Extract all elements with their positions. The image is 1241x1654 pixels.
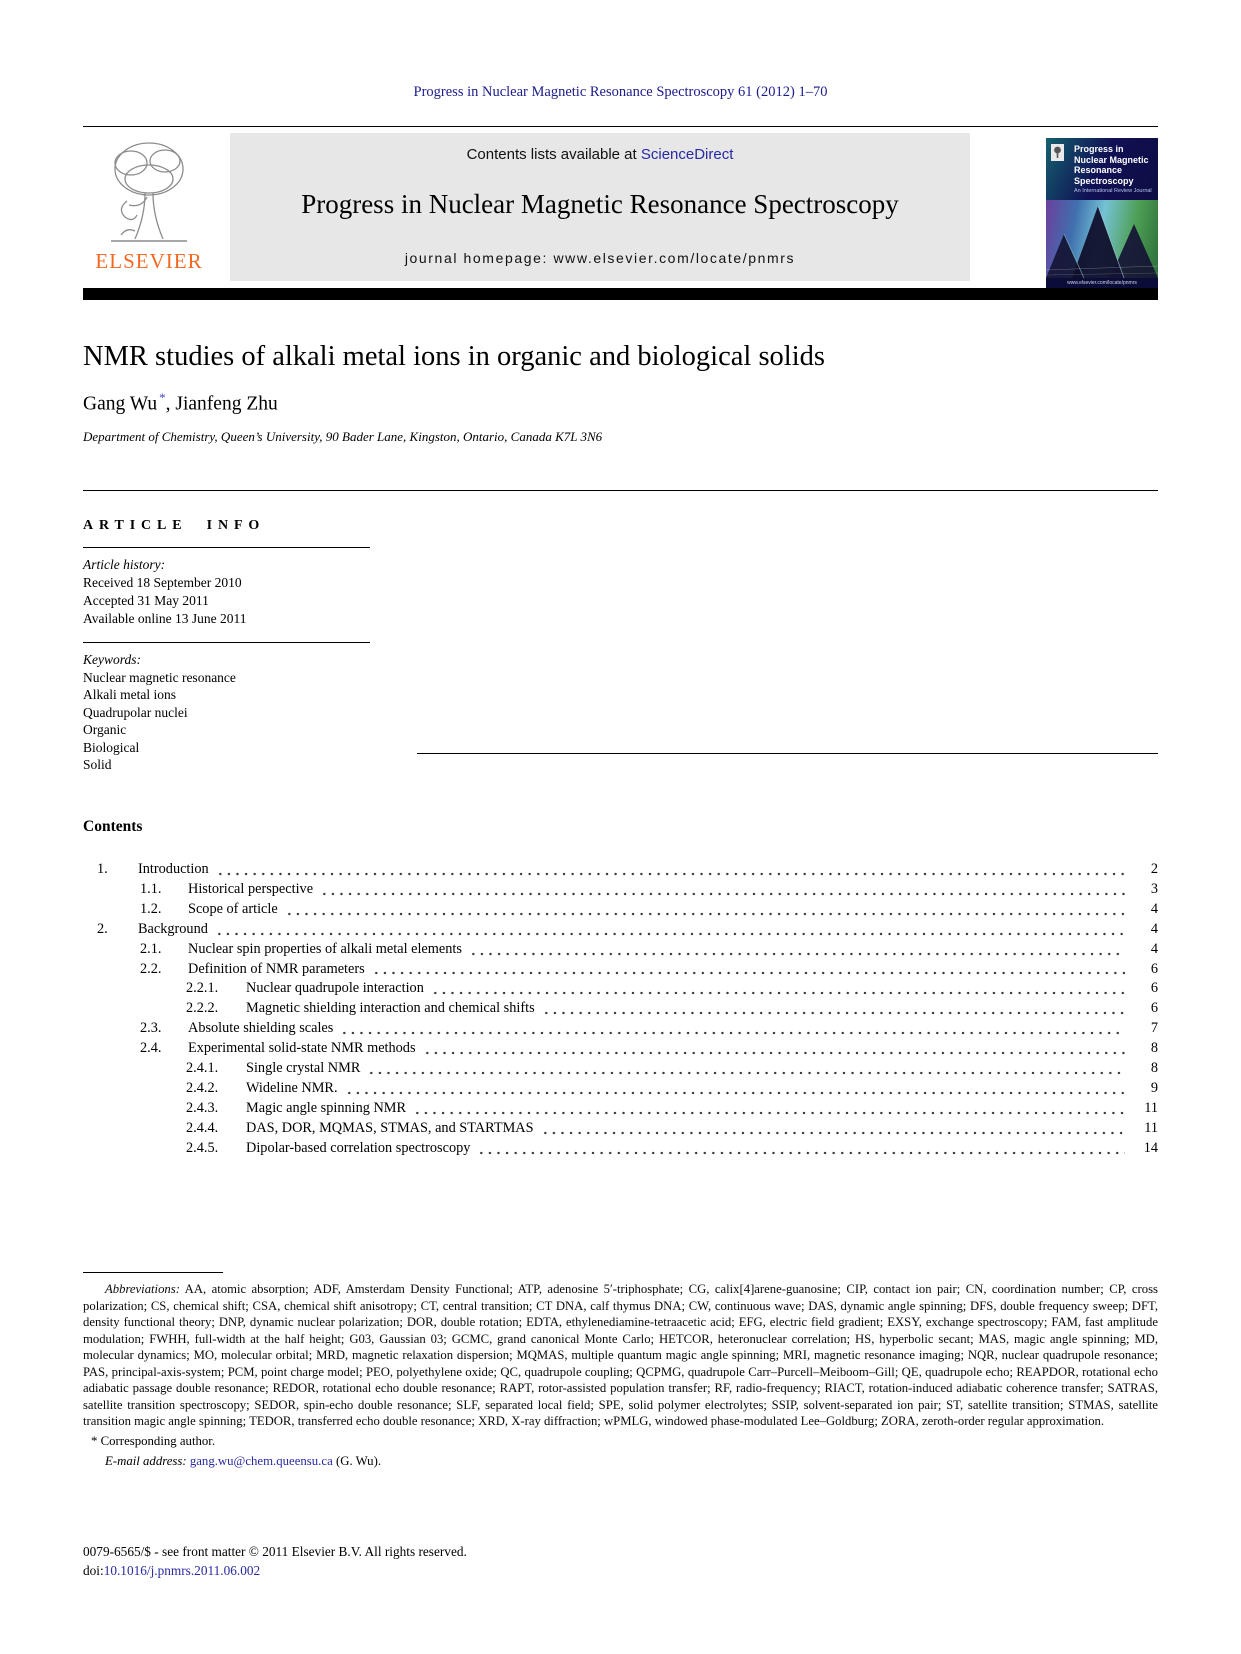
toc-page-number: 6 bbox=[1150, 1000, 1158, 1017]
toc-page-number: 3 bbox=[1150, 880, 1158, 897]
toc-leader bbox=[477, 1139, 1125, 1155]
toc-entry[interactable] bbox=[83, 960, 1158, 980]
text-line: Received 18 September 2010 bbox=[83, 575, 242, 590]
toc-number: 2.4.2. bbox=[186, 1079, 219, 1096]
toc-leader bbox=[345, 1079, 1125, 1095]
text-line: Progress in bbox=[1074, 144, 1124, 154]
toc-number: 2.2.1. bbox=[186, 980, 219, 997]
toc-number: 1.2. bbox=[140, 900, 162, 917]
toc-entry[interactable] bbox=[83, 1139, 1158, 1159]
availability-text: Contents lists available at bbox=[466, 146, 641, 163]
toc-entry[interactable] bbox=[83, 1119, 1158, 1139]
cover-subtitle: An International Review Journal bbox=[1074, 188, 1152, 194]
toc-page-number: 14 bbox=[1143, 1139, 1158, 1156]
toc-entry[interactable] bbox=[83, 1039, 1158, 1059]
toc-leader bbox=[340, 1019, 1125, 1035]
toc-number: 1.1. bbox=[140, 880, 162, 897]
article-info-heading: ARTICLE INFO bbox=[83, 518, 266, 533]
corresponding-author-text: Corresponding author. bbox=[100, 1433, 216, 1448]
toc-leader bbox=[367, 1059, 1125, 1075]
text-line: Quadrupolar nuclei bbox=[83, 704, 188, 720]
toc-entry[interactable] bbox=[83, 920, 1158, 940]
title-bottom-rule bbox=[83, 490, 1158, 491]
toc-page-number: 6 bbox=[1150, 960, 1158, 977]
toc-leader bbox=[372, 960, 1125, 976]
footnote-rule bbox=[83, 1272, 223, 1273]
divider-bar bbox=[83, 288, 1158, 300]
toc-entry[interactable] bbox=[83, 999, 1158, 1019]
toc-page-number: 4 bbox=[1150, 900, 1158, 917]
abbreviations-paragraph bbox=[83, 1281, 1158, 1430]
footnote-star-icon: * bbox=[91, 1433, 98, 1448]
toc-page-number: 9 bbox=[1150, 1079, 1158, 1096]
toc-leader bbox=[215, 920, 1125, 936]
toc-label: Background bbox=[138, 920, 208, 937]
toc-number: 2.3. bbox=[140, 1020, 162, 1037]
elsevier-tree-icon bbox=[97, 135, 201, 247]
text-line: Nuclear magnetic resonance bbox=[83, 670, 236, 685]
text-line: Spectroscopy bbox=[1074, 175, 1134, 186]
toc-leader bbox=[423, 1039, 1125, 1055]
toc-number: 2.4.4. bbox=[186, 1119, 219, 1136]
page-footer bbox=[83, 1543, 1158, 1580]
toc-leader bbox=[469, 940, 1125, 956]
toc-label: Nuclear spin properties of alkali metal elements bbox=[188, 940, 462, 957]
toc-entry[interactable] bbox=[83, 900, 1158, 920]
toc-leader bbox=[413, 1099, 1125, 1115]
text-line: Biological bbox=[83, 739, 140, 755]
text-line: Resonance bbox=[1074, 165, 1123, 175]
author-name: Gang Wu bbox=[83, 393, 158, 415]
journal-title: Progress in Nuclear Magnetic Resonance Spectroscopy bbox=[301, 189, 899, 219]
toc-leader bbox=[542, 999, 1125, 1015]
toc-label: Magic angle spinning NMR bbox=[246, 1099, 407, 1116]
article-title: NMR studies of alkali metal ions in organic and biological solids bbox=[83, 341, 825, 372]
contents-heading: Contents bbox=[83, 818, 143, 835]
elsevier-logo bbox=[83, 135, 215, 281]
sciencedirect-link[interactable]: ScienceDirect bbox=[640, 146, 734, 163]
toc-label: Definition of NMR parameters bbox=[188, 960, 365, 977]
toc-list bbox=[83, 860, 1158, 1159]
toc-page-number: 2 bbox=[1150, 861, 1158, 877]
toc-entry[interactable] bbox=[83, 1099, 1158, 1119]
toc-number: 2.4.5. bbox=[186, 1139, 219, 1156]
page-citation: Progress in Nuclear Magnetic Resonance Spectroscopy 61 (2012) 1–70 bbox=[413, 84, 828, 100]
journal-cover-thumbnail[interactable] bbox=[1046, 138, 1158, 288]
journal-header-box bbox=[230, 133, 970, 281]
toc-label: Introduction bbox=[138, 861, 209, 877]
cover-mini-logo bbox=[1051, 144, 1064, 161]
doi-label: doi: bbox=[83, 1562, 104, 1578]
toc-page-number: 11 bbox=[1144, 1099, 1158, 1116]
toc-entry[interactable] bbox=[83, 880, 1158, 900]
toc-entry[interactable] bbox=[83, 940, 1158, 960]
contents-section bbox=[83, 818, 1158, 1159]
toc-leader bbox=[431, 979, 1125, 995]
toc-page-number: 8 bbox=[1150, 1060, 1158, 1077]
email-label: E-mail address: bbox=[105, 1453, 187, 1468]
toc-number: 2.1. bbox=[140, 940, 162, 957]
journal-banner bbox=[83, 133, 1158, 286]
corresponding-author-star[interactable]: * bbox=[159, 390, 166, 405]
info-rule bbox=[83, 642, 370, 643]
toc-label: Dipolar-based correlation spectroscopy bbox=[246, 1139, 471, 1156]
journal-homepage-link[interactable]: journal homepage: www.elsevier.com/locate/pnmrs bbox=[404, 250, 796, 266]
elsevier-wordmark: ELSEVIER bbox=[95, 249, 203, 273]
toc-page-number: 7 bbox=[1150, 1020, 1158, 1037]
toc-leader bbox=[216, 860, 1125, 876]
toc-leader bbox=[285, 900, 1125, 916]
toc-entry[interactable] bbox=[83, 979, 1158, 999]
toc-page-number: 4 bbox=[1150, 920, 1158, 937]
author-line bbox=[83, 390, 1158, 416]
keywords-list bbox=[83, 669, 370, 773]
toc-entry[interactable] bbox=[83, 1059, 1158, 1079]
abstract-bottom-rule bbox=[417, 753, 1158, 754]
toc-number: 1. bbox=[97, 861, 108, 877]
toc-label: Nuclear quadrupole interaction bbox=[246, 980, 424, 997]
toc-label: Historical perspective bbox=[188, 880, 314, 897]
article-info-column bbox=[83, 518, 370, 773]
affiliation: Department of Chemistry, Queen’s University, 90 Bader Lane, Kingston, Ontario, Canada K7L 3N6 bbox=[83, 428, 603, 444]
doi-link[interactable]: 10.1016/j.pnmrs.2011.06.002 bbox=[103, 1562, 261, 1578]
author-name: , Jianfeng Zhu bbox=[165, 393, 278, 415]
text-line: Solid bbox=[83, 757, 112, 773]
toc-entry[interactable] bbox=[83, 1019, 1158, 1039]
keywords-label: Keywords: bbox=[83, 652, 141, 667]
text-line: Alkali metal ions bbox=[83, 687, 176, 703]
toc-label: Magnetic shielding interaction and chemical shifts bbox=[246, 1000, 535, 1017]
toc-number: 2.4.1. bbox=[186, 1060, 219, 1077]
article-title-block bbox=[83, 341, 1158, 445]
toc-label: DAS, DOR, MQMAS, STMAS, and STARTMAS bbox=[246, 1119, 534, 1136]
toc-number: 2.2. bbox=[140, 960, 162, 977]
corresponding-author-note bbox=[83, 1433, 1158, 1450]
abbreviations-text: AA, atomic absorption; ADF, Amsterdam Density Functional; ATP, adenosine 5′-triphosphate; CG, calix[4]arene-guanosine; CIP, contact ion pair; CN, coordination number; CP, cross polarization; CS, chemical shift; CSA, chemical shift anisotropy; CT, central transition; CT DNA, calf thymus DNA; CW, continuous wave; DAS, dynamic angle spinning; DFS, double frequency sweep; DFT, density functional theory; DNP, dynamic nuclear polarization; DOR, double rotation; EDTA, ethylenediamine-tetraacetic acid; EFG, electric field gradient; EXSY, exchange spectroscopy; FAM, fast amplitude modulation; FWHH, full-width at the half height; G03, Gaussian 03; GCMC, grand canonical Monte Carlo; HETCOR, heteronuclear correlation; HS, hyperbolic secant; MAS, magic angle spinning; MD, molecular dynamics; MO, molecular orbital; MRD, magnetic relaxation dispersion; MQMAS, multiple quantum magic angle spinning; MRI, magnetic resonance imaging; NQR, nuclear quadrupole resonance; PAS, principal-axis-system; PCM, point charge model; PEO, polyethylene oxide; QC, quadrupole coupling; QCPMG, quadrupole Carr–Purcell–Meiboom–Gill; QE, quadrupole echo; REAPDOR, rotational echo adiabatic passage double resonance; REDOR, rotational echo double resonance; RAPT, rotor-assisted population transfer; RF, radio-frequency; RIACT, rotation-induced adiabatic coherence transfer; SATRAS, satellite transition spectroscopy; SEDOR, spin-echo double resonance; SLF, separated local field; SPE, solid polymer electrolytes; SSIP, solvent-separated ion pair; ST, satellite transition; STMAS, satellite transition magic angle spinning; TEDOR, transferred echo double resonance; XRD, X-ray diffraction; wPMLG, windowed phase-modulated Lee–Goldburg; ZORA, zeroth-order regular approximation. bbox=[83, 1282, 1158, 1428]
toc-label: Scope of article bbox=[188, 900, 278, 917]
cover-header bbox=[1046, 138, 1158, 196]
abbreviations-label: Abbreviations: bbox=[105, 1282, 180, 1296]
article-history-label: Article history: bbox=[83, 557, 166, 572]
text-line: Available online 13 June 2011 bbox=[83, 611, 247, 626]
toc-label: Wideline NMR. bbox=[246, 1079, 338, 1096]
toc-label: Experimental solid-state NMR methods bbox=[188, 1040, 416, 1057]
text-line: Nuclear Magnetic bbox=[1074, 154, 1149, 165]
text-line: Organic bbox=[83, 722, 127, 738]
text-line: Accepted 31 May 2011 bbox=[83, 593, 209, 608]
toc-label: Absolute shielding scales bbox=[188, 1020, 334, 1037]
info-rule bbox=[83, 547, 370, 548]
toc-number: 2.4. bbox=[140, 1040, 162, 1057]
email-link[interactable]: gang.wu@chem.queensu.ca bbox=[189, 1453, 333, 1468]
toc-label: Single crystal NMR bbox=[246, 1060, 361, 1077]
toc-number: 2.4.3. bbox=[186, 1099, 219, 1116]
email-suffix: (G. Wu). bbox=[332, 1453, 382, 1468]
toc-page-number: 6 bbox=[1150, 980, 1158, 997]
cover-art bbox=[1046, 200, 1158, 278]
header-top-rule bbox=[83, 126, 1158, 127]
article-history-list bbox=[83, 574, 370, 628]
mini-tree-icon bbox=[1053, 146, 1062, 159]
contents-availability bbox=[230, 146, 970, 163]
toc-page-number: 8 bbox=[1150, 1040, 1158, 1057]
cover-title bbox=[1074, 144, 1154, 186]
doi-line bbox=[83, 1562, 1158, 1581]
copyright-line: 0079-6565/$ - see front matter © 2011 Elsevier B.V. All rights reserved. bbox=[83, 1544, 467, 1559]
toc-entry[interactable] bbox=[83, 1079, 1158, 1099]
toc-leader bbox=[320, 880, 1125, 896]
cover-url: www.elsevier.com/locate/pnmrs bbox=[1046, 278, 1158, 288]
toc-leader bbox=[541, 1119, 1125, 1135]
footnotes bbox=[83, 1281, 1158, 1470]
toc-page-number: 4 bbox=[1150, 940, 1158, 957]
toc-page-number: 11 bbox=[1144, 1119, 1158, 1136]
email-line bbox=[83, 1453, 1158, 1470]
toc-entry[interactable] bbox=[83, 860, 1158, 880]
toc-number: 2.2.2. bbox=[186, 1000, 219, 1017]
toc-number: 2. bbox=[97, 920, 108, 937]
